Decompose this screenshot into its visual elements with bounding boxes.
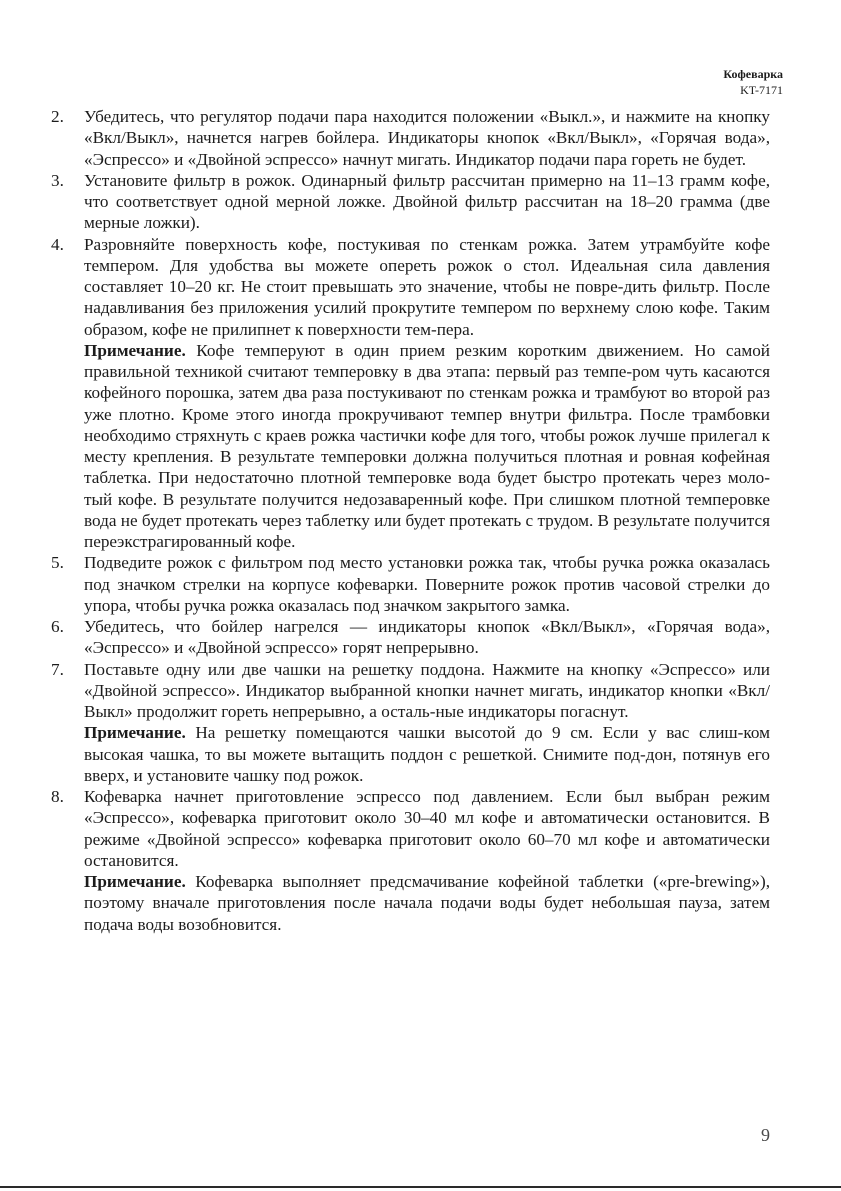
note-cup-height [51, 722, 770, 786]
note-text: На решетку помещаются чашки высотой до 9 см. Если у вас слиш-ком высокая чашка, то вы можете вытащить поддон с решеткой. Снимите под-дон, потянув его вверх, и установите чашку под рожок. [84, 723, 770, 785]
step-4 [51, 234, 770, 340]
step-text: Убедитесь, что регулятор подачи пара находится положении «Выкл.», и нажмите на кнопку «Вкл/Выкл», начнется нагрев бойлера. Индикаторы кнопок «Вкл/Выкл», «Горячая вода», «Эспрессо» и «Двойной эспрессо» начнут мигать. Индикатор подачи пара гореть не будет. [84, 107, 770, 169]
step-number: 5. [51, 553, 64, 573]
note-label: Примечание. [84, 723, 186, 743]
step-text: Кофеварка начнет приготовление эспрессо под давлением. Если был выбран режим «Эспрессо», кофеварка приготовит около 30–40 мл кофе и автоматически остановится. В режиме «Двойной эспрессо» кофеварка приготовит около 60–70 мл кофе и автоматически остановится. [84, 787, 770, 870]
page-number: 9 [761, 1125, 770, 1145]
step-7 [51, 659, 770, 723]
step-text: Установите фильтр в рожок. Одинарный фильтр рассчитан примерно на 11–13 грамм кофе, что соответствует одной мерной ложке. Двойной фильтр рассчитан на 18–20 грамма (две мерные ложки). [84, 170, 770, 233]
step-6 [51, 616, 770, 659]
note-label: Примечание. [84, 872, 186, 891]
step-number: 7. [51, 659, 64, 679]
footer-divider [0, 1186, 841, 1188]
note-text: Кофеварка выполняет предсмачивание кофейной таблетки («pre-brewing»), поэтому вначале приготовления после начала подачи воды будет небольшая пауза, затем подача воды возобновится. [84, 872, 771, 934]
step-3 [51, 170, 770, 234]
step-number: 8. [51, 787, 64, 806]
step-number: 2. [51, 107, 64, 126]
instruction-list [51, 106, 770, 935]
step-8 [51, 786, 770, 871]
step-text: Поставьте одну или две чашки на решетку поддона. Нажмите на кнопку «Эспрессо» или «Двойной эспрессо». Индикатор выбранной кнопки начнет мигать, индикатор кнопки «Вкл/Выкл» продолжит гореть непрерывно, а осталь-ные индикаторы погаснут. [84, 659, 770, 721]
step-number: 4. [51, 234, 64, 254]
step-number: 6. [51, 617, 64, 636]
step-text: Разровняйте поверхность кофе, постукивая по стенкам рожка. Затем утрамбуйте кофе темпером. Для удобства вы можете опереть рожок о стол. Идеальная сила давления составляет 10–20 кг. Не стоит превышать это значение, чтобы не повре-дить фильтр. После надавливания без приложения усилий прокрутите темпером по верхнему слою кофе. Таким образом, кофе не прилипнет к поверхности тем-пера. [84, 234, 770, 339]
note-text: Кофе темперуют в один прием резким коротким движением. Но самой правильной техникой считают темперовку в два этапа: первый раз темпе-ром чуть касаются кофейного порошка, затем два раза постукивают по стенкам рожка и трамбуют во второй раз уже плотно. Кроме этого иногда прокручивают темпер внутри фильтра. После трамбовки необходимо стряхнуть с краев рожка частички кофе для того, чтобы рожок лучше прилегал к месту крепления. В результате темперовки должна получиться плотная и ровная кофейная таблетка. При недостаточно плотной темперовке вода будет быстро протекать через моло-тый кофе. В результате получится недозаваренный кофе. При слишком плотной темперовке вода не будет протекать через таблетку или будет протекать с трудом. В результате получится переэкстрагированный кофе. [84, 340, 770, 551]
note-tamping [51, 340, 770, 553]
note-prebrewing [51, 871, 770, 935]
product-title: Кофеварка [723, 67, 783, 81]
page-header [723, 66, 783, 98]
note-label: Примечание. [84, 340, 186, 360]
model-number: KT-7171 [740, 83, 783, 97]
step-2 [51, 106, 770, 170]
step-5 [51, 552, 770, 616]
step-text: Подведите рожок с фильтром под место установки рожка так, чтобы ручка рожка оказалась под значком стрелки на корпусе кофеварки. Поверните рожок против часовой стрелки до упора, чтобы ручка рожка оказалась под значком закрытого замка. [84, 553, 770, 615]
step-number: 3. [51, 170, 64, 190]
step-text: Убедитесь, что бойлер нагрелся — индикаторы кнопок «Вкл/Выкл», «Горячая вода», «Эспрессо» и «Двойной эспрессо» горят непрерывно. [84, 617, 770, 658]
